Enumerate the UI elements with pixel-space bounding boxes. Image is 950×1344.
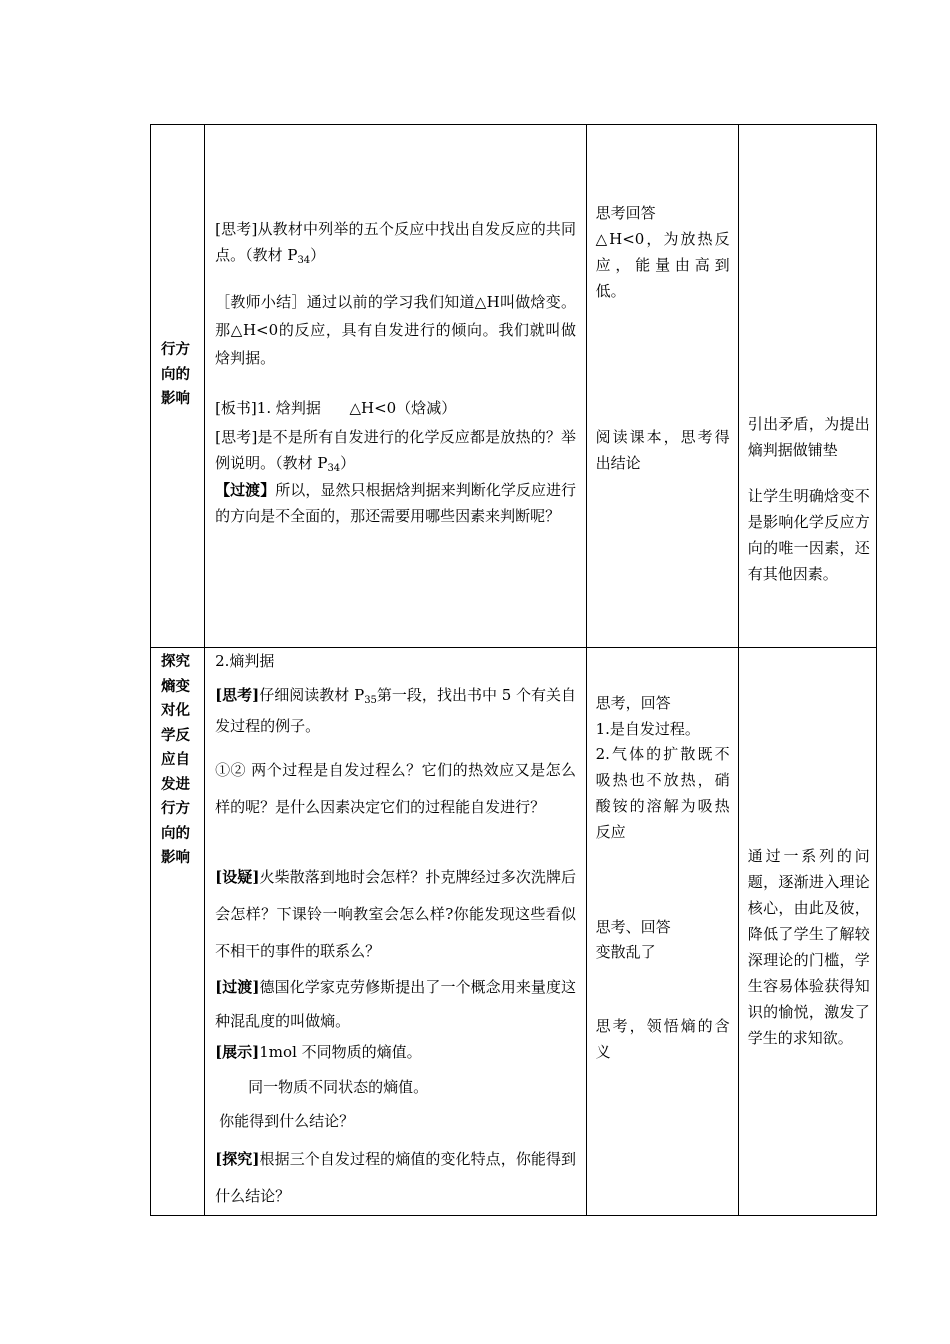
student-reading-text: 阅读课本，思考得出结论: [595, 428, 730, 472]
stage-label: 探究熵变对化学反应自发进行方向的影响: [161, 654, 190, 867]
show-paragraph: [展示]1mol 不同物质的熵值。: [215, 1043, 422, 1062]
stage-label: 行方向的影响: [161, 342, 190, 407]
student-answer-2-text: 变散乱了: [595, 943, 656, 962]
design-intent-cell: [738, 648, 876, 1216]
show-line-3: 你能得到什么结论？: [219, 1112, 355, 1131]
question-paragraph: ①② 两个过程是自发过程么？它们的热效应又是怎么样的呢？是什么因素决定它们的过程能自发进行？: [215, 761, 577, 817]
section-heading: 2.熵判据: [215, 652, 275, 671]
think-paragraph: [思考]仔细阅读教材 $P_{35}$第一段，找出书中 5 个有关自发过程的例子。: [215, 686, 577, 736]
student-activity-cell: [586, 125, 738, 648]
table-row: [151, 125, 877, 648]
teacher-summary-paragraph: ［教师小结］通过以前的学习我们知道△H叫做焓变。那△H<0的反应，具有自发进行的倾向。我们就叫做焓判据。: [215, 293, 577, 367]
design-intent-2: 让学生明确焓变不是影响化学反应方向的唯一因素，还有其他因素。: [747, 487, 870, 583]
design-intent-1: 引出矛盾，为提出熵判据做铺垫: [747, 415, 870, 459]
student-answer-2-title: 思考、回答: [595, 918, 671, 937]
student-answer-line-1: 1.是自发过程。: [595, 720, 700, 739]
design-intent-cell: [738, 125, 876, 648]
student-activity-cell: [586, 648, 738, 1216]
student-answer-line-2: 2.气体的扩散既不吸热也不放热，硝酸铵的溶解为吸热反应: [595, 745, 730, 842]
table-row: [151, 648, 877, 1216]
board-paragraph: [板书]1. 焓判据 △H<0（焓减）: [215, 399, 457, 417]
stage-cell: [151, 648, 205, 1216]
student-answer-text: △H<0，为放热反应，能量由高到低。: [595, 230, 730, 300]
think-paragraph-1: [思考]从教材中列举的五个反应中找出自发反应的共同点。（教材 $P_{34}$）: [215, 220, 577, 266]
lesson-plan-table: [150, 124, 877, 1216]
design-intent-1: 通过一系列的问题，逐渐进入理论核心，由此及彼，降低了学生了解较深理论的门槛，学生容易体验获得知识的愉悦，激发了学生的求知欲。: [747, 847, 870, 1048]
student-answer-3-text: 思考，领悟熵的含义: [595, 1017, 730, 1062]
student-answer-title: 思考，回答: [595, 694, 671, 713]
teaching-content-cell: [205, 125, 587, 648]
think-paragraph-2: [思考]是不是所有自发进行的化学反应都是放热的？举例说明。（教材 $P_{34}$）: [215, 428, 577, 474]
doubt-paragraph: [设疑]火柴散落到地时会怎样？扑克牌经过多次洗牌后会怎样？下课铃一响教室会怎么样?你能发现这些看似不相干的事件的联系么？: [215, 868, 577, 961]
stage-cell: [151, 125, 205, 648]
student-answer-title: 思考回答: [595, 204, 656, 222]
explore-paragraph: [探究]根据三个自发过程的熵值的变化特点，你能得到什么结论？: [215, 1150, 577, 1206]
transition-paragraph: 【过渡】所以，显然只根据焓判据来判断化学反应进行的方向是不全面的，那还需要用哪些因素来判断呢？: [215, 481, 577, 525]
transition-paragraph: [过渡]德国化学家克劳修斯提出了一个概念用来量度这种混乱度的叫做熵。: [215, 978, 577, 1031]
teaching-content-cell: [205, 648, 587, 1216]
show-line-2: 同一物质不同状态的熵值。: [248, 1078, 429, 1097]
